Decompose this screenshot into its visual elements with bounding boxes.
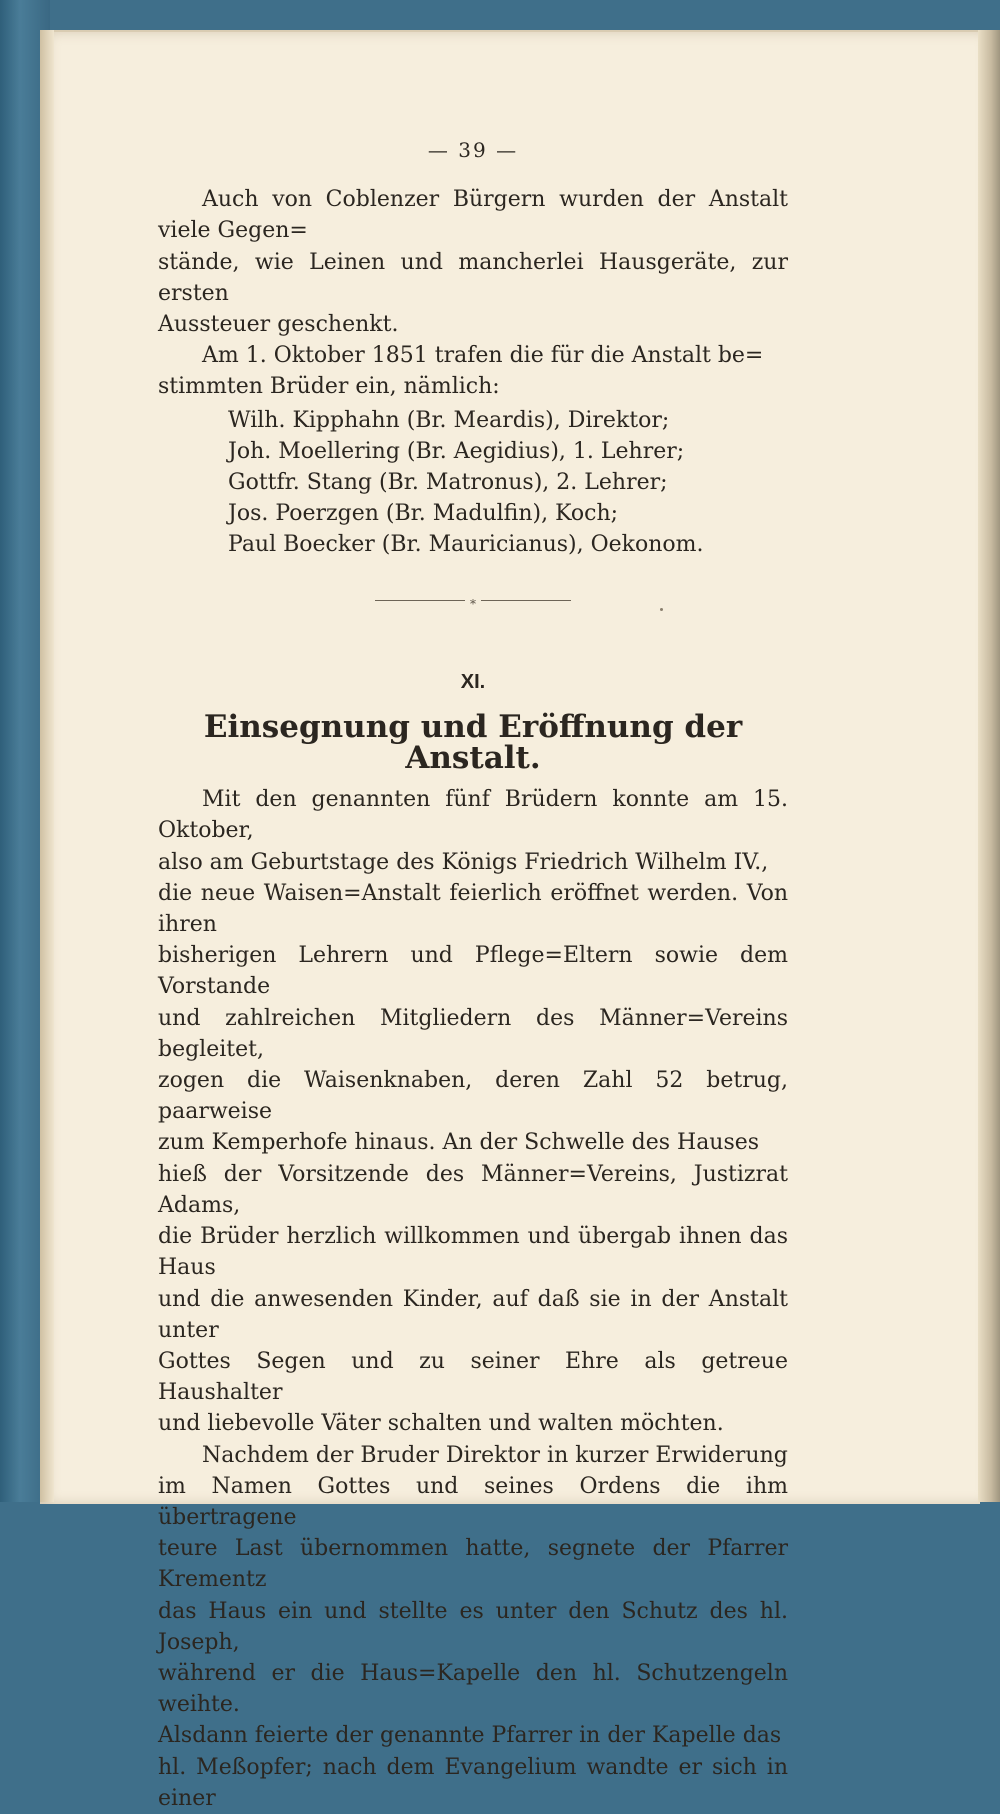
text-line: Gottes Segen und zu seiner Ehre als getreue Haushalter bbox=[158, 1348, 788, 1406]
chapter-title: Einsegnung und Eröffnung der Anstalt. bbox=[203, 708, 743, 777]
text-line: Auch von Coblenzer Bürgern wurden der Anstalt viele Gegen= bbox=[158, 187, 788, 244]
page-text bbox=[158, 135, 788, 1814]
brother-entry: Joh. Moellering (Br. Aegidius), 1. Lehrer; bbox=[228, 438, 685, 464]
text-line: während er die Haus=Kapelle den hl. Schutzengeln weihte. bbox=[158, 1660, 788, 1718]
text-line: Nachdem der Bruder Direktor in kurzer Erwiderung bbox=[202, 1442, 788, 1468]
chapter-number: XI. bbox=[460, 670, 486, 693]
text-line: und die anwesenden Kinder, auf daß sie in der Anstalt unter bbox=[158, 1286, 788, 1343]
brother-entry: Paul Boecker (Br. Mauricianus), Oekonom. bbox=[228, 532, 704, 558]
text-line: im Namen Gottes und seines Ordens die ihm übertragene bbox=[158, 1473, 788, 1530]
text-line: hl. Meßopfer; nach dem Evangelium wandte er sich in einer bbox=[158, 1754, 788, 1811]
brothers-list bbox=[228, 405, 788, 561]
arrival-paragraph bbox=[158, 340, 788, 402]
page-gutter bbox=[40, 30, 54, 1502]
text-line: also am Geburtstage des Königs Friedrich Wilhelm IV., bbox=[158, 849, 769, 875]
separator-line-left bbox=[375, 600, 465, 601]
section-separator bbox=[375, 595, 571, 611]
blessing-paragraph bbox=[158, 1440, 788, 1814]
separator-star: * bbox=[470, 596, 476, 611]
text-line: teure Last übernommen hatte, segnete der Pfarrer Krementz bbox=[158, 1536, 788, 1593]
page-number: — 39 — bbox=[427, 138, 519, 162]
intro-paragraph bbox=[158, 184, 788, 340]
separator-line-right bbox=[481, 600, 571, 601]
text-line: stimmten Brüder ein, nämlich: bbox=[158, 374, 500, 400]
text-line: Am 1. Oktober 1851 trafen die für die Anstalt be= bbox=[202, 343, 764, 369]
text-line: stände, wie Leinen und mancherlei Hausgeräte, zur ersten bbox=[158, 249, 788, 306]
brother-entry: Gottfr. Stang (Br. Matronus), 2. Lehrer; bbox=[228, 470, 668, 496]
text-line: die Brüder herzlich willkommen und übergab ihnen das Haus bbox=[158, 1224, 788, 1281]
text-line: und liebevolle Väter schalten und walten möchten. bbox=[158, 1411, 724, 1437]
brother-entry: Wilh. Kipphahn (Br. Meardis), Direktor; bbox=[228, 407, 670, 433]
text-line: zogen die Waisenknaben, deren Zahl 52 betrug, paarweise bbox=[158, 1068, 788, 1125]
brother-entry: Jos. Poerzgen (Br. Madulfin), Koch; bbox=[228, 501, 619, 527]
page-stack-edge bbox=[978, 30, 1000, 1502]
text-line: Aussteuer geschenkt. bbox=[158, 312, 399, 338]
text-line: die neue Waisen=Anstalt feierlich eröffnet werden. Von ihren bbox=[158, 880, 788, 938]
text-line: das Haus ein und stellte es unter den Schutz des hl. Joseph, bbox=[158, 1598, 788, 1655]
text-line: Mit den genannten fünf Brüdern konnte am 15. Oktober, bbox=[158, 787, 788, 844]
opening-paragraph bbox=[158, 784, 788, 1439]
text-line: Alsdann feierte der genannte Pfarrer in der Kapelle das bbox=[158, 1723, 782, 1749]
text-line: bisherigen Lehrern und Pflege=Eltern sowie dem Vorstande bbox=[158, 943, 788, 1000]
text-line: zum Kemperhofe hinaus. An der Schwelle des Hauses bbox=[158, 1130, 760, 1156]
text-line: und zahlreichen Mitgliedern des Männer=Vereins begleitet, bbox=[158, 1005, 788, 1062]
text-line: hieß der Vorsitzende des Männer=Vereins, Justizrat Adams, bbox=[158, 1161, 788, 1218]
